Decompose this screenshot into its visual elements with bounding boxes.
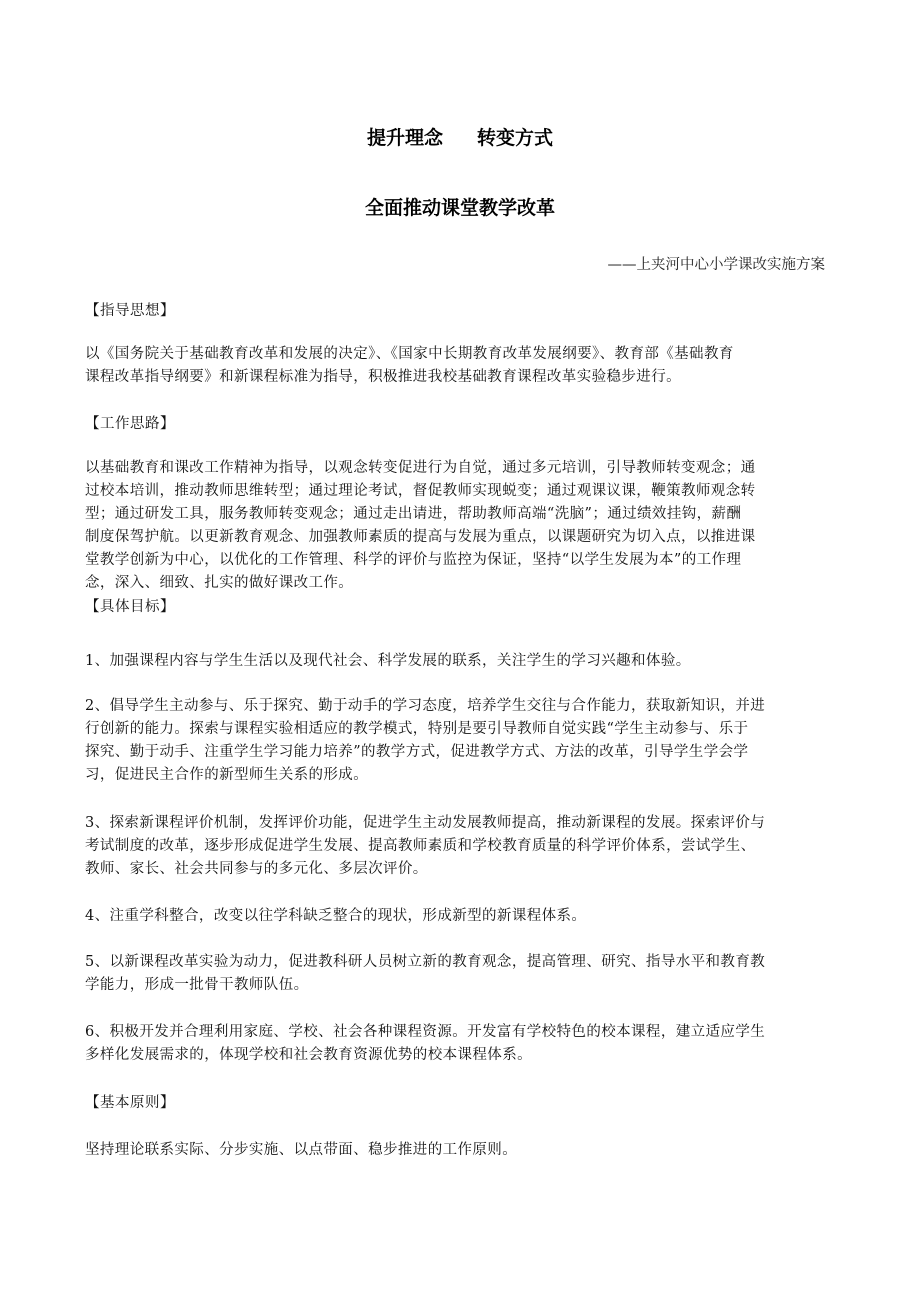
goal-item-6-line: 6、积极开发并合理利用家庭、学校、社会各种课程资源。开发富有学校特色的校本课程，建立适应学生 <box>85 1024 766 1040</box>
section-heading-work-approach: 【工作思路】 <box>85 416 175 432</box>
goal-item-5-line: 学能力，形成一批骨干教师队伍。 <box>85 977 309 993</box>
goal-item-5-line: 5、以新课程改革实验为动力，促进教科研人员树立新的教育观念，提高管理、研究、指导水平和教育教 <box>85 954 766 970</box>
section-heading-principles: 【基本原则】 <box>85 1095 175 1111</box>
goal-item-2-line: 行创新的能力。探索与课程实验相适应的教学模式，特别是要引导教师自觉实践“学生主动参与、乐于 <box>85 721 749 737</box>
paragraph-line: 过校本培训，推动教师思维转型；通过理论考试，督促教师实现蜕变；通过观课议课，鞭策教师观念转 <box>85 483 756 499</box>
goal-item-3-line: 教师、家长、社会共同参与的多元化、多层次评价。 <box>85 861 428 877</box>
paragraph-line: 型；通过研发工具，服务教师转变观念；通过走出请进，帮助教师高端“洗脑”；通过绩效挂钩，薪酬 <box>85 506 742 522</box>
paragraph-line: 坚持理论联系实际、分步实施、以点带面、稳步推进的工作原则。 <box>85 1142 518 1158</box>
paragraph-line: 念，深入、细致、扎实的做好课改工作。 <box>85 575 354 591</box>
paragraph-line: 课程改革指导纲要》和新课程标准为指导，积极推进我校基础教育课程改革实验稳步进行。 <box>85 369 681 385</box>
document-subtitle: ——上夹河中心小学课改实施方案 <box>607 257 825 273</box>
section-heading-guiding-thought: 【指导思想】 <box>85 303 175 319</box>
title-part-2: 转变方式 <box>477 127 554 149</box>
paragraph-line: 堂教学创新为中心，以优化的工作管理、科学的评价与监控为保证，坚持“以学生发展为本”的工作理 <box>85 552 742 568</box>
goal-item-2-line: 2、倡导学生主动参与、乐于探究、勤于动手的学习态度，培养学生交往与合作能力，获取新知识，并进 <box>85 698 766 714</box>
document-title <box>0 123 920 150</box>
document-title-line-2: 全面推动课堂教学改革 <box>364 197 555 219</box>
goal-item-1: 1、加强课程内容与学生生活以及现代社会、科学发展的联系，关注学生的学习兴趣和体验。 <box>85 653 691 669</box>
goal-item-4: 4、注重学科整合，改变以往学科缺乏整合的现状，形成新型的新课程体系。 <box>85 908 587 924</box>
goal-item-6-line: 多样化发展需求的，体现学校和社会教育资源优势的校本课程体系。 <box>85 1047 532 1063</box>
paragraph-line: 以基础教育和课改工作精神为指导，以观念转变促进行为自觉，通过多元培训，引导教师转变观念；通 <box>85 460 756 476</box>
title-part-1: 提升理念 <box>366 127 443 149</box>
goal-item-2-line: 探究、勤于动手、注重学生学习能力培养”的教学方式，促进教学方式、方法的改革，引导学生学会学 <box>85 744 749 760</box>
section-heading-goals: 【具体目标】 <box>85 599 175 615</box>
goal-item-2-line: 习，促进民主合作的新型师生关系的形成。 <box>85 767 369 783</box>
goal-item-3-line: 3、探索新课程评价机制，发挥评价功能，促进学生主动发展教师提高，推动新课程的发展。探索评价与 <box>85 815 766 831</box>
paragraph-line: 以《国务院关于基础教育改革和发展的决定》、《国家中长期教育改革发展纲要》、教育部《基础教育 <box>85 346 734 362</box>
goal-item-3-line: 考试制度的改革，逐步形成促进学生发展、提高教师素质和学校教育质量的科学评价体系，尝试学生、 <box>85 838 756 854</box>
paragraph-line: 制度保驾护航。以更新教育观念、加强教师素质的提高与发展为重点，以课题研究为切入点，以推进课 <box>85 529 756 545</box>
